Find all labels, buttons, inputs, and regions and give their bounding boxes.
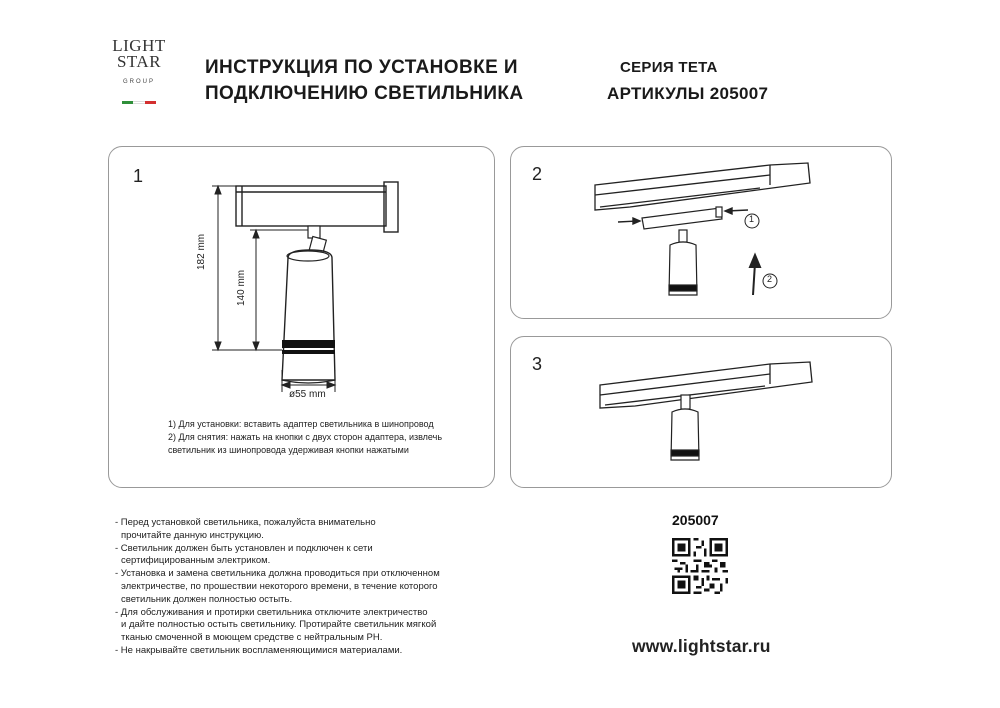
italian-flag-stripe [122,101,156,104]
document-title [205,55,524,107]
step1-instructions [168,418,442,457]
note-line: - Не накрывайте светильник воспламеняющимися материалами. [115,644,403,656]
note-line: сертифицированным электриком. [121,555,271,567]
dim-total-label: 182 mm [196,233,207,270]
note-line: светильник должен полностью остыть. [121,593,293,605]
step1-number: 1 [133,166,144,186]
step2-number: 2 [532,164,543,184]
series-name: СЕРИЯ TETA [620,59,718,76]
step2-drawing [590,155,850,305]
callout-2: 2 [767,274,773,284]
logo-line1: LIGHT [112,36,166,55]
lamp-body [282,250,335,383]
instruction-line: 2) Для снятия: нажать на кнопки с двух сторон адаптера, извлечь [168,432,443,442]
dimension-182 [212,186,282,350]
instruction-line: 1) Для установки: вставить адаптер светильника в шинопровод [168,419,434,429]
product-code: 205007 [672,512,719,528]
note-line: - Светильник должен быть установлен и подключен к сети [115,542,373,554]
article-numbers: АРТИКУЛЫ 205007 [607,84,769,103]
logo-group-text: GROUP [122,79,155,85]
step3-drawing [595,350,825,480]
brand-logo [108,38,170,108]
track-rail [600,362,812,408]
track-rail [595,163,810,210]
series-block [607,55,769,107]
website-link[interactable]: www.lightstar.ru [632,636,771,656]
title-line1: ИНСТРУКЦИЯ ПО УСТАНОВКЕ И [205,57,518,78]
instruction-line: светильник из шинопровода удерживая кнопки нажатыми [168,445,409,455]
spotlight-dimension-drawing [180,170,440,410]
adapter [642,207,722,229]
track-adapter [236,182,398,232]
note-line: и дайте полностью остыть светильнику. Протирайте светильник мягкой [121,619,437,631]
note-line: - Установка и замена светильника должна проводиться при отключенном [115,568,440,580]
mini-lamp [669,230,697,295]
callout-1: 1 [749,214,755,224]
title-line2: ПОДКЛЮЧЕНИЮ СВЕТИЛЬНИКА [205,83,524,104]
note-line: - Перед установкой светильника, пожалуйста внимательно [115,517,376,528]
installed-lamp [671,395,699,460]
note-line: электричестве, по прошествии некоторого времени, в течение которого [121,580,438,592]
note-line: - Для обслуживания и протирки светильника отключите электричество [115,606,428,618]
step3-number: 3 [532,354,543,374]
dim-lamp-label: 140 mm [236,269,247,306]
note-line: прочитайте данную инструкцию. [121,529,264,541]
lift-arrow [750,255,760,295]
logo-line2: STAR [116,52,162,71]
note-line: тканью смоченной в моющем средстве с нейтральным PH. [121,632,383,644]
qr-code-icon [672,538,728,594]
dim-diameter-label: ø55 mm [289,389,326,400]
safety-notes [115,517,485,658]
